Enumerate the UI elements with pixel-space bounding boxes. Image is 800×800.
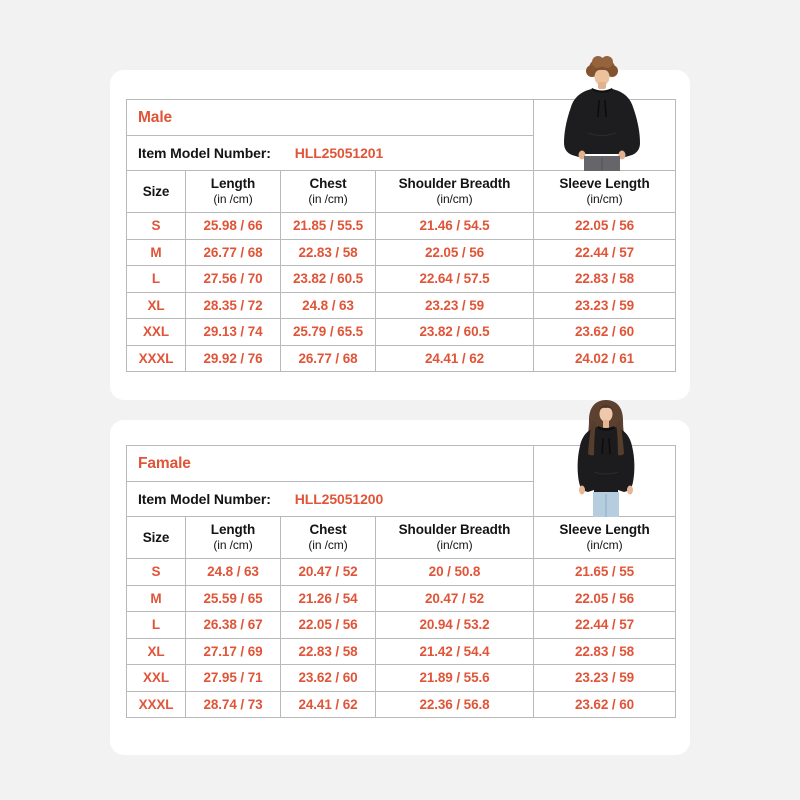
table-cell: 22.05 / 56 [281,612,376,639]
table-cell: 21.89 / 55.6 [376,665,534,692]
column-header-chest [281,517,376,559]
table-cell: 21.26 / 54 [281,586,376,613]
table-cell: 22.36 / 56.8 [376,692,534,719]
female-photo-cell [534,446,676,517]
male-size-table [126,99,676,372]
male-size-chart-card [110,70,690,400]
header-label: Size [142,183,170,199]
table-cell: 23.62 / 60 [534,319,676,346]
header-label: Length [210,522,256,538]
table-cell: 26.38 / 67 [186,612,281,639]
header-label: Sleeve Length [559,522,650,538]
table-cell: L [127,612,186,639]
column-header-length [186,517,281,559]
header-label: Length [210,176,256,192]
table-cell: 21.46 / 54.5 [376,213,534,240]
female-size-chart-card [110,420,690,755]
table-cell: 24.8 / 63 [186,559,281,586]
table-cell: 24.8 / 63 [281,293,376,320]
item-model-label: Item Model Number: [138,145,271,161]
table-cell: XXXL [127,346,186,373]
male-table-title: Male [127,100,534,136]
table-cell: 21.65 / 55 [534,559,676,586]
table-cell: XXL [127,665,186,692]
table-cell: 24.41 / 62 [376,346,534,373]
table-cell: 29.92 / 76 [186,346,281,373]
header-label: Chest [309,176,347,192]
table-cell: 20.47 / 52 [281,559,376,586]
column-header-sleeve-length [534,517,676,559]
table-cell: 22.83 / 58 [281,639,376,666]
item-model-number: HLL25051201 [294,145,384,161]
table-cell: M [127,586,186,613]
table-cell: 25.79 / 65.5 [281,319,376,346]
header-unit: (in/cm) [436,192,473,207]
column-header-chest [281,171,376,213]
table-cell: M [127,240,186,267]
table-cell: 22.83 / 58 [534,639,676,666]
column-header-shoulder-breadth [376,171,534,213]
column-header-size [127,171,186,213]
table-cell: 25.59 / 65 [186,586,281,613]
table-cell: 28.35 / 72 [186,293,281,320]
table-cell: L [127,266,186,293]
header-unit: (in/cm) [586,192,623,207]
table-cell: S [127,213,186,240]
table-cell: 20 / 50.8 [376,559,534,586]
female-item-model-row [127,482,534,517]
item-model-number: HLL25051200 [294,491,384,507]
table-cell: 23.82 / 60.5 [376,319,534,346]
table-cell: 21.42 / 54.4 [376,639,534,666]
header-unit: (in /cm) [213,192,253,207]
table-cell: 27.17 / 69 [186,639,281,666]
female-size-table [126,445,676,718]
table-cell: 21.85 / 55.5 [281,213,376,240]
header-label: Size [142,529,170,545]
table-cell: 23.82 / 60.5 [281,266,376,293]
header-unit: (in /cm) [213,538,253,553]
column-header-size [127,517,186,559]
table-cell: XXXL [127,692,186,719]
table-cell: 23.23 / 59 [534,293,676,320]
table-cell: XL [127,293,186,320]
table-cell: 22.05 / 56 [376,240,534,267]
header-label: Sleeve Length [559,176,650,192]
table-cell: 23.62 / 60 [534,692,676,719]
table-cell: 22.83 / 58 [534,266,676,293]
header-label: Shoulder Breadth [398,176,511,192]
table-cell: 23.62 / 60 [281,665,376,692]
table-cell: 20.94 / 53.2 [376,612,534,639]
table-cell: 22.64 / 57.5 [376,266,534,293]
table-cell: 26.77 / 68 [281,346,376,373]
male-photo-cell [534,100,676,171]
female-table-title: Famale [127,446,534,482]
header-unit: (in /cm) [308,538,348,553]
table-cell: 27.95 / 71 [186,665,281,692]
header-unit: (in /cm) [308,192,348,207]
table-cell: 25.98 / 66 [186,213,281,240]
table-cell: XXL [127,319,186,346]
header-label: Chest [309,522,347,538]
table-cell: 27.56 / 70 [186,266,281,293]
table-cell: 24.41 / 62 [281,692,376,719]
table-cell: 22.44 / 57 [534,240,676,267]
table-cell: S [127,559,186,586]
table-cell: 26.77 / 68 [186,240,281,267]
table-cell: 28.74 / 73 [186,692,281,719]
item-model-label: Item Model Number: [138,491,271,507]
header-unit: (in/cm) [586,538,623,553]
header-label: Shoulder Breadth [398,522,511,538]
male-item-model-row [127,136,534,171]
table-cell: XL [127,639,186,666]
table-cell: 22.05 / 56 [534,586,676,613]
table-cell: 22.05 / 56 [534,213,676,240]
table-cell: 29.13 / 74 [186,319,281,346]
table-cell: 24.02 / 61 [534,346,676,373]
table-cell: 22.44 / 57 [534,612,676,639]
table-cell: 22.83 / 58 [281,240,376,267]
table-cell: 20.47 / 52 [376,586,534,613]
table-cell: 23.23 / 59 [534,665,676,692]
column-header-sleeve-length [534,171,676,213]
column-header-shoulder-breadth [376,517,534,559]
header-unit: (in/cm) [436,538,473,553]
table-cell: 23.23 / 59 [376,293,534,320]
column-header-length [186,171,281,213]
